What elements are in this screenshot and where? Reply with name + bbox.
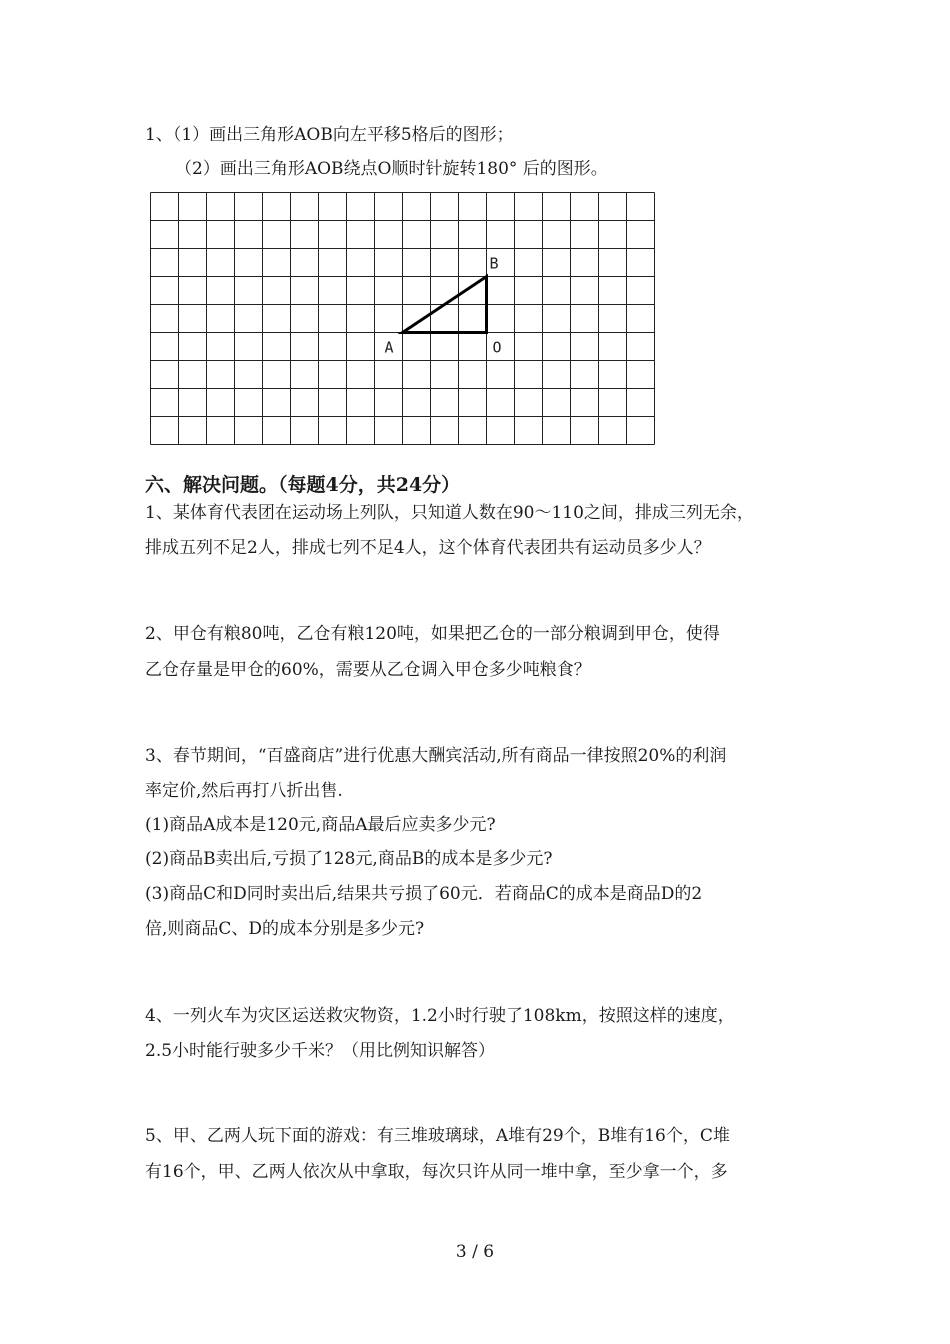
- problem3-line1: 3、春节期间，“百盛商店”进行优惠大酬宾活动,所有商品一律按照20%的利润: [145, 746, 727, 766]
- problem4-line2: 2.5小时能行驶多少千米？（用比例知识解答）: [145, 1041, 496, 1061]
- problem5-line2: 有16个，甲、乙两人依次从中拿取，每次只许从同一堆中拿，至少拿一个，多: [145, 1162, 728, 1182]
- point-label-o: O: [492, 338, 502, 357]
- problem3-sub3-line1: (3)商品C和D同时卖出后,结果共亏损了60元．若商品C的成本是商品D的2: [145, 884, 703, 904]
- problem3-sub2: (2)商品B卖出后,亏损了128元,商品B的成本是多少元?: [145, 849, 553, 869]
- problem5-line1: 5、甲、乙两人玩下面的游戏：有三堆玻璃球，A堆有29个，B堆有16个，C堆: [145, 1126, 730, 1146]
- problem3-sub3-line2: 倍,则商品C、D的成本分别是多少元?: [145, 919, 425, 939]
- problem2-line2: 乙仓存量是甲仓的60%，需要从乙仓调入甲仓多少吨粮食？: [145, 660, 591, 680]
- problem3-sub1: (1)商品A成本是120元,商品A最后应卖多少元?: [145, 815, 496, 835]
- q1-part2: （2）画出三角形AOB绕点O顺时针旋转180° 后的图形。: [175, 159, 608, 179]
- problem3-line2: 率定价,然后再打八折出售.: [145, 781, 343, 801]
- point-label-a: A: [384, 338, 394, 357]
- problem4-line1: 4、一列火车为灾区运送救灾物资，1.2小时行驶了108km，按照这样的速度，: [145, 1006, 735, 1026]
- section-heading: 六、解决问题。（每题4分，共24分）: [145, 474, 461, 496]
- problem2-line1: 2、甲仓有粮80吨，乙仓有粮120吨，如果把乙仓的一部分粮调到甲仓，使得: [145, 624, 720, 644]
- point-label-b: B: [489, 254, 499, 273]
- problem1-line2: 排成五列不足2人，排成七列不足4人，这个体育代表团共有运动员多少人？: [145, 538, 711, 558]
- q1-part1: 1、（1）画出三角形AOB向左平移5格后的图形；: [145, 125, 514, 145]
- problem1-line1: 1、某体育代表团在运动场上列队，只知道人数在90～110之间，排成三列无余，: [145, 503, 754, 523]
- page-number: 3 / 6: [455, 1242, 495, 1262]
- coordinate-grid: [150, 192, 656, 448]
